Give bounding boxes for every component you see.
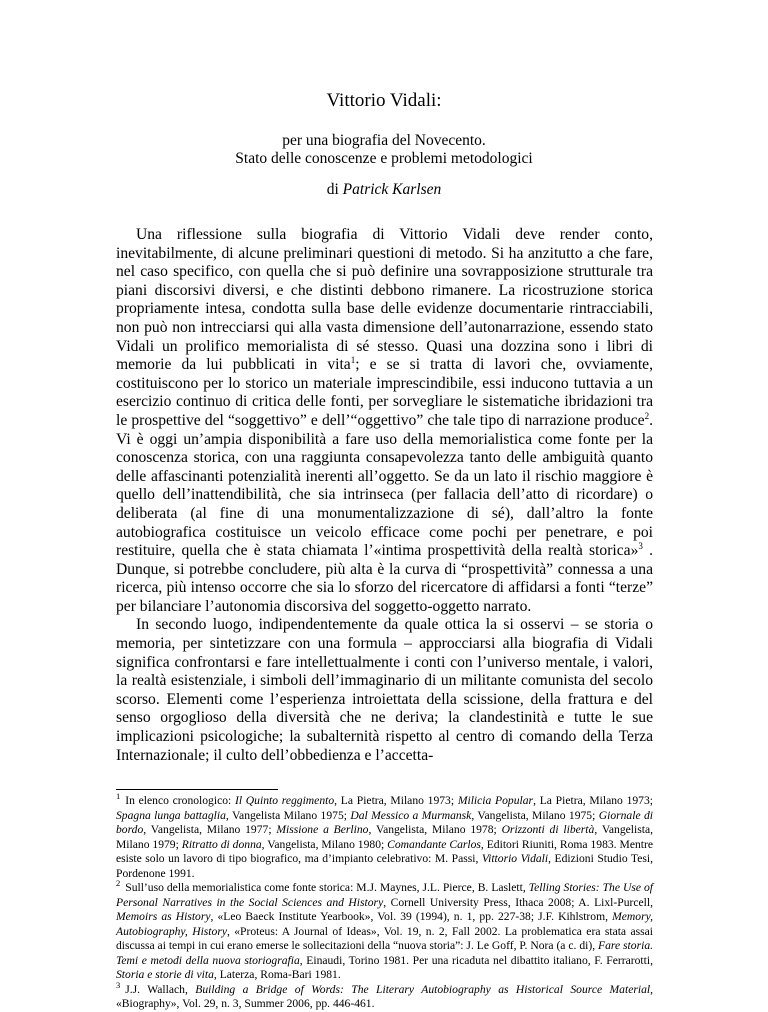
paragraph-1 xyxy=(116,226,653,616)
paragraph-1-text-a: Una riflessione sulla biografia di Vittorio Vidali deve render conto, inevitabilmente, di alcune preliminari questioni di metodo. Si ha anzitutto a che fare, nel caso specifico, con quella che si può definire una sovrapposizione strutturale tra piani discorsivi diversi, e che distinti debbono rimanere. La ricostruzione storica propriamente intesa, condotta sulla base delle evidenze documentarie rintracciabili, non può non intrecciarsi qui alla vasta dimensione dell’autonarrazione, essendo stato Vidali un prolifico memorialista di sé stesso. Quasi una dozzina sono i libri di memorie da lui pubblicati in vita xyxy=(116,226,653,374)
footnote-ref-3: 3 xyxy=(638,540,643,551)
footnote-separator xyxy=(116,789,278,790)
footnote-3-text: J.J. Wallach, Building a Bridge of Words: The Literary Autobiography as Historical Source Material, «Biography», Vol. 29, n. 3, Summer 2006, pp. 446-461. xyxy=(116,982,653,1010)
author-line xyxy=(0,181,768,199)
footnote-1 xyxy=(116,791,654,881)
footnote-1-number: 1 xyxy=(116,791,121,802)
paragraph-1-text-d: . Dunque, si potrebbe concludere, più alta è la curva di “prospettività” connessa a una ricerca, più intenso occorre che sia lo sforzo del ricercatore di affidarsi a fonti “terze” per bilanciare l’autonomia discorsiva del soggetto-oggetto narrato. xyxy=(116,542,654,615)
footnote-ref-2: 2 xyxy=(644,410,650,421)
subtitle-line-1: per una biografia del Novecento. xyxy=(282,132,486,149)
footnote-1-text: In elenco cronologico: Il Quinto reggimento, La Pietra, Milano 1973; Milicia Popular, La Pietra, Milano 1973; Spagna lunga battaglia, Vangelista Milano 1975; Dal Messico a Murmansk, Vangelista, Milano 1975; Giornale di bordo, Vangelista, Milano 1977; Missione a Berlino, Vangelista, Milano 1978; Orizzonti di libertà, Vangelista, Milano 1979; Ritratto di donna, Vangelista, Milano 1980; Comandante Carlos, Editori Riuniti, Roma 1983. Mentre esiste solo un lavoro di tipo biografico, ma d’impianto celebrativo: M. Passi, Vittorio Vidali, Edizioni Studio Tesi, Pordenone 1991. xyxy=(116,794,654,880)
paragraph-2: In secondo luogo, indipendentemente da quale ottica la si osservi – se storia o memoria, per sintetizzare con una formula – approcciarsi alla biografia di Vidali significa confrontarsi e fare intellettualmente i conti con l’universo mentale, i valori, la realtà esistenziale, i simboli dell’immaginario di un militante comunista del secolo scorso. Elementi come l’esperienza introiettata della scissione, della frattura e del senso orgoglioso della diversità che ne deriva; la clandestinità e tutte le sue implicazioni psicologiche; la subalternità rispetto al centro di comando della Terza Internazionale; il culto dell’obbedienza e l’accetta- xyxy=(116,616,653,764)
author-name: Patrick Karlsen xyxy=(342,181,442,198)
author-prefix: di xyxy=(326,181,343,198)
footnote-2-number: 2 xyxy=(116,878,121,889)
paragraph-1-text-c: . Vi è oggi un’ampia disponibilità a fare uso della memorialistica come fonte per la conoscenza storica, con una raggiunta consapevolezza tanto delle ambiguità quanto delle affascinanti potenzialità inerenti all’oggetto. Se da un lato il rischio maggiore è quello dell’inattendibilità, che sia intrinseca (per fallacia dell’atto di ricordare) o deliberata (al fine di una monumentalizzazione di sé), dall’altro la fonte autobiografica costituisce un veicolo efficace come pochi per penetrare, e poi restituire, quella che è stata chiamata l’«intima prospettività della realtà storica» xyxy=(116,411,653,560)
footnote-ref-1: 1 xyxy=(350,354,356,365)
article-title: Vittorio Vidali: xyxy=(326,90,442,111)
article-subtitle xyxy=(0,132,768,168)
footnote-3 xyxy=(116,979,653,1012)
footnote-3-number: 3 xyxy=(116,979,121,990)
footnote-2 xyxy=(116,878,654,983)
footnote-2-text: Sull’uso della memorialistica come fonte storica: M.J. Maynes, J.L. Pierce, B. Laslett, Telling Stories: The Use of Personal Narratives in the Social Sciences and History, Cornell University Press, Ithaca 2008; A. Lixl-Purcell, Memoirs as History, «Leo Baeck Institute Yearbook», Vol. 39 (1994), n. 1, pp. 227-38; J.F. Kihlstrom, Memory, Autobiography, History, «Proteus: A Journal of Ideas», Vol. 19, n. 2, Fall 2002. La problematica era stata assai discussa ai tempi in cui erano emerse le sollecitazioni della “nuova storia”: J. Le Goff, P. Nora (a c. di), Fare storia. Temi e metodi della nuova storiografia, Einaudi, Torino 1981. Per una ricaduta nel dibattito italiano, F. Ferrarotti, Storia e storie di vita, Laterza, Roma-Bari 1981. xyxy=(116,881,654,981)
body-text xyxy=(116,226,653,765)
footnotes xyxy=(116,791,654,1012)
subtitle-line-2: Stato delle conoscenze e problemi metodologici xyxy=(235,150,533,167)
paragraph-1-text-b: ; e se si tratta di lavori che, ovviamente, costituiscono per lo storico un materiale imprescindibile, essi inducono tuttavia a un esercizio continuo di critica delle fonti, per sorvegliare le sistematiche ibridazioni tra le prospettive del “soggettivo” e dell’“oggettivo” che tale tipo di narrazione produce xyxy=(116,356,653,429)
